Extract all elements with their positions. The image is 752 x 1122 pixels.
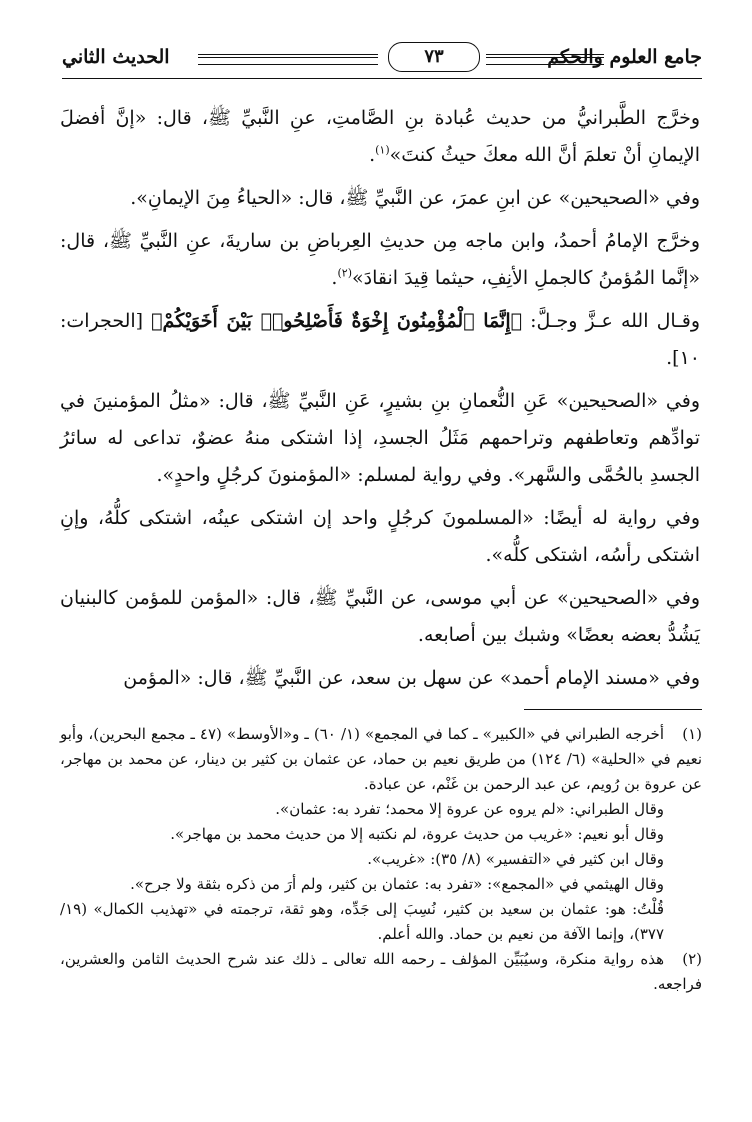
footnote-text: وقال ابن كثير في «التفسير» (٨/ ٣٥): «غريب».: [367, 850, 664, 868]
footnotes: [60, 722, 702, 997]
header-rule-left: [198, 54, 378, 65]
footnote-text: هذه رواية منكرة، وسيُبَيِّن المؤلف ـ رحمه الله تعالى ـ ذلك عند شرح الحديث الثامن والعشرين، فراجعه.: [60, 950, 702, 993]
footnote-text: وقال الهيثمي في «المجمع»: «تفرد به: عثمان بن كثير، ولم أرَ من ذكره بثقة ولا جرح».: [130, 875, 664, 893]
footnote: [60, 872, 702, 897]
footnote-number: (٢): [682, 950, 702, 968]
page-number: ٧٣: [388, 42, 480, 72]
paragraph-text: وخرَّج الطَّبرانيُّ من حديث عُبادة بنِ الصَّامتِ، عنِ النَّبيِّ ﷺ، قال: «إنَّ أفضلَ الإيمانِ أنْ تعلمَ أنَّ الله معكَ حيثُ كنتَ»: [60, 107, 700, 166]
section-title: الحديث الثاني: [62, 46, 170, 68]
paragraph: [60, 500, 700, 574]
book-title: جامع العلوم والحكم: [547, 46, 702, 68]
paragraph: [60, 223, 700, 297]
main-text: [60, 100, 700, 703]
paragraph-text: وخرَّج الإمامُ أحمدُ، وابن ماجه مِن حديثِ العِرباضِ بن ساريةَ، عنِ النَّبيِّ ﷺ، قال: «إنَّما المُؤمنُ كالجملِ الأنِفِ، حيثما قِيدَ انقادَ»: [60, 230, 700, 289]
paragraph-text: وفي رواية له أيضًا: «المسلمونَ كرجُلٍ واحد إن اشتكى عينُه، اشتكى كلُّهُ، وإنِ اشتكى رأسُه، اشتكى كلُّه».: [60, 507, 700, 566]
footnote: [60, 722, 702, 797]
footnote: [60, 847, 702, 872]
paragraph-text: وفي «الصحيحين» عَنِ النُّعمانِ بنِ بشيرٍ، عَنِ النَّبيِّ ﷺ، قال: «مثلُ المؤمنينَ في توادِّهم وتعاطفهم وتراحمهم مَثَلُ الجسدِ، إذا اشتكى منهُ عضوٌ، تداعى له سائرُ الجسدِ بالحُمَّى والسَّهر». وفي رواية لمسلم: «المؤمنونَ كرجُلٍ واحدٍ».: [60, 390, 700, 486]
quran-verse: ﴿إِنَّمَا ٱلْمُؤْمِنُونَ إِخْوَةٌ فَأَصْلِحُوا۟ بَيْنَ أَخَوَيْكُمْ﴾: [151, 310, 523, 332]
footnote-ref: (٢): [337, 266, 352, 280]
footnote: [60, 797, 702, 822]
paragraph: [60, 180, 700, 217]
footnote-separator: [524, 709, 702, 710]
paragraph-text: وفي «الصحيحين» عن ابنِ عمرَ، عن النَّبيِّ ﷺ، قال: «الحياءُ مِنَ الإيمانِ».: [130, 187, 700, 209]
paragraph: [60, 100, 700, 174]
footnote-text: أخرجه الطبراني في «الكبير» ـ كما في المجمع» (١/ ٦٠) ـ و«الأوسط» (٤٧ ـ مجمع البحرين)، وأبو نعيم في «الحلية» (٦/ ١٢٤) من طريق نعيم بن حماد، عن عثمان بن كثير بن دينار، عن محمد بن مهاجر، عن عروة بن رُويم، عن عبد الرحمن بن غَنْم، عن عبادة.: [60, 725, 702, 793]
paragraph: [60, 580, 700, 654]
footnote-text: وقال الطبراني: «لم يروه عن عروة إلا محمد؛ تفرد به: عثمان».: [275, 800, 664, 818]
paragraph-tail: [الحجرات: ١٠].: [60, 310, 700, 369]
paragraph-text: وقـال الله عـزَّ وجـلَّ:: [530, 310, 700, 332]
paragraph: [60, 303, 700, 377]
paragraph-tail: .: [331, 267, 338, 289]
footnote-text: وقال أبو نعيم: «غريب من حديث عروة، لم نكتبه إلا من حديث محمد بن مهاجر».: [170, 825, 664, 843]
paragraph-tail: .: [369, 144, 376, 166]
footnote: [60, 822, 702, 847]
paragraph-text: وفي «الصحيحين» عن أبي موسى، عن النَّبيِّ ﷺ، قال: «المؤمن للمؤمن كالبنيان يَشُدُّ بعضه بعضًا» وشبك بين أصابعه.: [60, 587, 700, 646]
footnote: [60, 897, 702, 947]
footnote-number: (١): [682, 725, 703, 743]
paragraph: [60, 660, 700, 697]
footnote-text: قُلْتُ: هو: عثمان بن سعيد بن كثير، نُسِبَ إلى جَدِّه، وهو ثقة، ترجمته في «تهذيب الكمال» (١٩/ ٣٧٧)، وإنما الآفة من نعيم بن حماد. والله أعلم.: [60, 900, 664, 943]
footnote: [60, 947, 702, 997]
header-underline: [62, 78, 702, 79]
paragraph-text: وفي «مسند الإمام أحمد» عن سهل بن سعد، عن النَّبيِّ ﷺ، قال: «المؤمن: [123, 667, 700, 689]
paragraph: [60, 383, 700, 494]
header-rule-right: [486, 54, 604, 65]
footnote-ref: (١): [375, 143, 390, 157]
running-header: [62, 40, 702, 86]
